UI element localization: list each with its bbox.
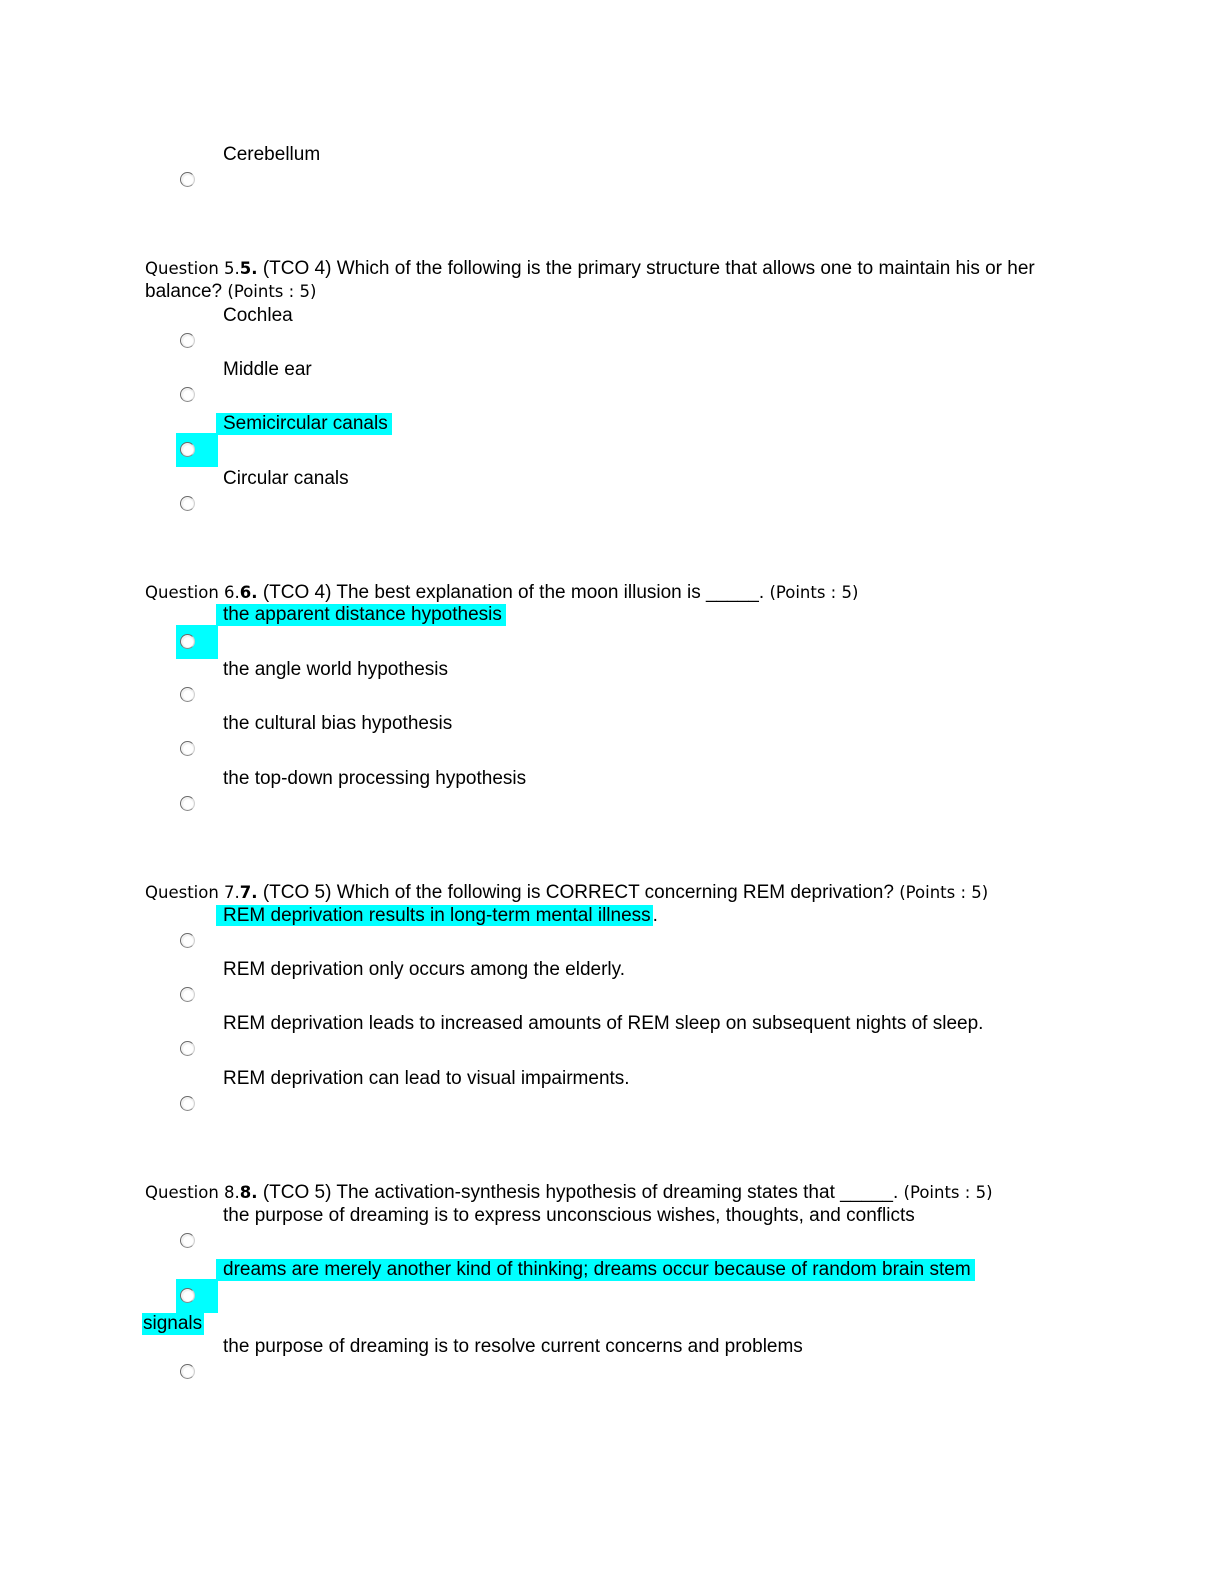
radio-option-circular-canals[interactable] [176,487,218,521]
question-5-prompt [145,257,1055,303]
radio-option-apparent-distance[interactable] [176,625,218,659]
question-7-prompt [145,881,1055,904]
option-label: the top-down processing hypothesis [223,768,527,789]
radio-option-semicircular-canals[interactable] [176,433,218,467]
radio-option-cultural-bias[interactable] [176,732,218,766]
option-line [216,905,658,927]
option-label-highlighted: Semicircular canals [216,413,392,435]
radio-option-resolve-concerns[interactable] [176,1355,218,1389]
option-label-suffix: . [652,905,658,926]
radio-button-icon [180,1364,195,1379]
question-label: Question 6. [145,583,240,602]
radio-button-icon [180,634,195,649]
radio-button-icon [180,1288,195,1303]
option-label-highlighted: the apparent distance hypothesis [216,604,506,626]
question-points: (Points : 5) [227,282,317,301]
radio-option-rem-rebound[interactable] [176,1032,218,1066]
radio-button-icon [180,442,195,457]
question-number: 7. [239,883,258,902]
question-points: (Points : 5) [903,1183,993,1202]
option-label: the angle world hypothesis [223,659,448,680]
option-label: REM deprivation leads to increased amounts of REM sleep on subsequent nights of sleep. [223,1013,984,1034]
radio-button-icon [180,1233,195,1248]
radio-button-icon [180,796,195,811]
question-text: (TCO 4) Which of the following is the primary structure that allows one to maintain his or her balance? [145,258,1035,302]
question-points: (Points : 5) [769,583,859,602]
radio-button-icon [180,1041,195,1056]
option-label: Middle ear [223,359,312,380]
question-number: 6. [239,583,258,602]
option-label: REM deprivation only occurs among the elderly. [223,959,626,980]
radio-option-unconscious-wishes[interactable] [176,1224,218,1258]
radio-option-elderly[interactable] [176,978,218,1012]
option-label-highlighted: REM deprivation results in long-term mental illness [216,905,653,926]
option-label: the cultural bias hypothesis [223,713,453,734]
radio-option-angle-world[interactable] [176,678,218,712]
radio-option-top-down[interactable] [176,787,218,821]
radio-option-cochlea[interactable] [176,324,218,358]
question-label: Question 8. [145,1183,240,1202]
radio-button-icon [180,987,195,1002]
radio-button-icon [180,387,195,402]
option-label-highlighted: dreams are merely another kind of thinking; dreams occur because of random brain stem [216,1259,975,1281]
radio-button-icon [180,741,195,756]
question-text: (TCO 5) The activation-synthesis hypothesis of dreaming states that _____. [257,1182,904,1203]
question-number: 5. [239,259,258,278]
question-label: Question 7. [145,883,240,902]
radio-option-cerebellum[interactable] [176,163,218,197]
option-label: the purpose of dreaming is to resolve current concerns and problems [223,1336,803,1357]
radio-option-middle-ear[interactable] [176,378,218,412]
option-label-highlighted-wrap: signals [143,1313,203,1334]
radio-button-icon [180,1096,195,1111]
question-6-prompt [145,581,1055,604]
option-label: Circular canals [223,468,349,489]
option-label: Cerebellum [223,144,321,165]
radio-option-visual-impairments[interactable] [176,1087,218,1121]
question-points: (Points : 5) [899,883,989,902]
radio-button-icon [180,333,195,348]
question-number: 8. [239,1183,258,1202]
question-label: Question 5. [145,259,240,278]
option-label: the purpose of dreaming is to express unconscious wishes, thoughts, and conflicts [223,1205,915,1226]
question-text: (TCO 5) Which of the following is CORRECT concerning REM deprivation? [257,882,900,903]
radio-option-random-brain-stem[interactable] [176,1279,218,1313]
radio-button-icon [180,933,195,948]
option-label: REM deprivation can lead to visual impairments. [223,1068,630,1089]
option-label: Cochlea [223,305,293,326]
radio-button-icon [180,496,195,511]
radio-option-long-term-illness[interactable] [176,924,218,958]
question-text: (TCO 4) The best explanation of the moon illusion is _____. [257,582,770,603]
radio-button-icon [180,687,195,702]
question-8-prompt [145,1181,1055,1204]
radio-button-icon [180,172,195,187]
